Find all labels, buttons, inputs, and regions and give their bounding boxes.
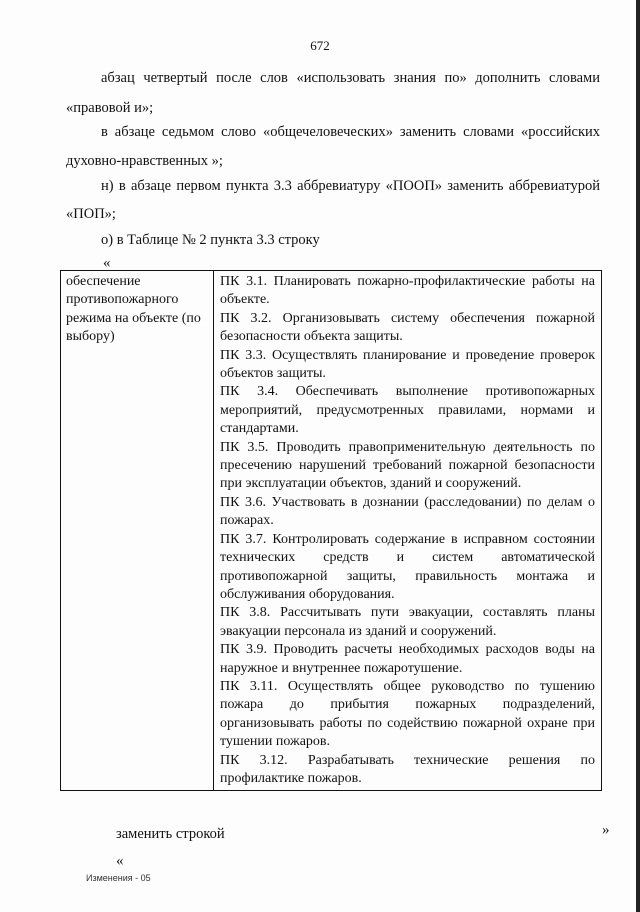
paragraph-2-line-1: в абзаце седьмом слово «общечеловеческих» заменить словами «российских [101,124,600,140]
paragraph-1-line-2: «правовой и»; [66,100,154,116]
competency-item: ПК 3.6. Участвовать в дознании (расследовании) по делам о пожарах. [220,494,595,529]
competency-table [60,270,602,791]
competency-item: ПК 3.7. Контролировать содержание в исправном состоянии технических средств и систем автоматической противопожарной защиты, правильность монтажа и обслуживания оборудования. [220,531,595,602]
paragraph-3-line-1: н) в абзаце первом пункта 3.3 аббревиатуру «ПООП» заменить аббревиатурой [101,178,600,194]
table-cell-competencies [214,271,602,791]
competency-item: ПК 3.3. Осуществлять планирование и проведение проверок объектов защиты. [220,347,595,382]
paragraph-2-line-2: духовно-нравственных »; [66,153,223,169]
footer-revision: Изменения - 05 [86,873,151,883]
table-row [61,271,602,791]
open-quote-mark: « [103,255,111,271]
competency-item: ПК 3.5. Проводить правоприменительную деятельность по пресечению нарушений требований пожарной безопасности при эксплуатации объектов, зданий и сооружений. [220,439,595,492]
competency-item: ПК 3.11. Осуществлять общее руководство по тушению пожара до прибытия пожарных подразделений, организовывать работы по содействию пожарной охране при тушении пожаров. [220,678,595,750]
page-number: 672 [310,38,330,53]
open-quote-mark-2: « [116,853,124,869]
competency-item: ПК 3.8. Рассчитывать пути эвакуации, составлять планы эвакуации персонала из зданий и сооружений. [220,605,595,639]
table-cell-activity: обеспечение противопожарного режима на объекте (по выбору) [61,271,214,791]
competency-item: ПК 3.12. Разрабатывать технические решения по профилактике пожаров. [220,752,595,786]
competency-item: ПК 3.2. Организовывать систему обеспечения пожарной безопасности объекта защиты. [220,310,595,345]
paragraph-3-line-2: «ПОП»; [66,206,116,222]
paragraph-4: о) в Таблице № 2 пункта 3.3 строку [101,232,320,248]
competency-item: ПК 3.4. Обеспечивать выполнение противопожарных мероприятий, предусмотренных правилами, нормами и стандартами. [220,384,595,437]
competency-item: ПК 3.9. Проводить расчеты необходимых расходов воды на наружное и внутреннее пожаротушение. [220,642,595,676]
paragraph-1-line-1: абзац четвертый после слов «использовать знания по» дополнить словами [101,70,600,86]
close-quote-mark: » [602,822,610,838]
page-edge [636,0,640,912]
replace-instruction: заменить строкой [116,826,225,842]
competency-item: ПК 3.1. Планировать пожарно-профилактические работы на объекте. [220,274,595,308]
